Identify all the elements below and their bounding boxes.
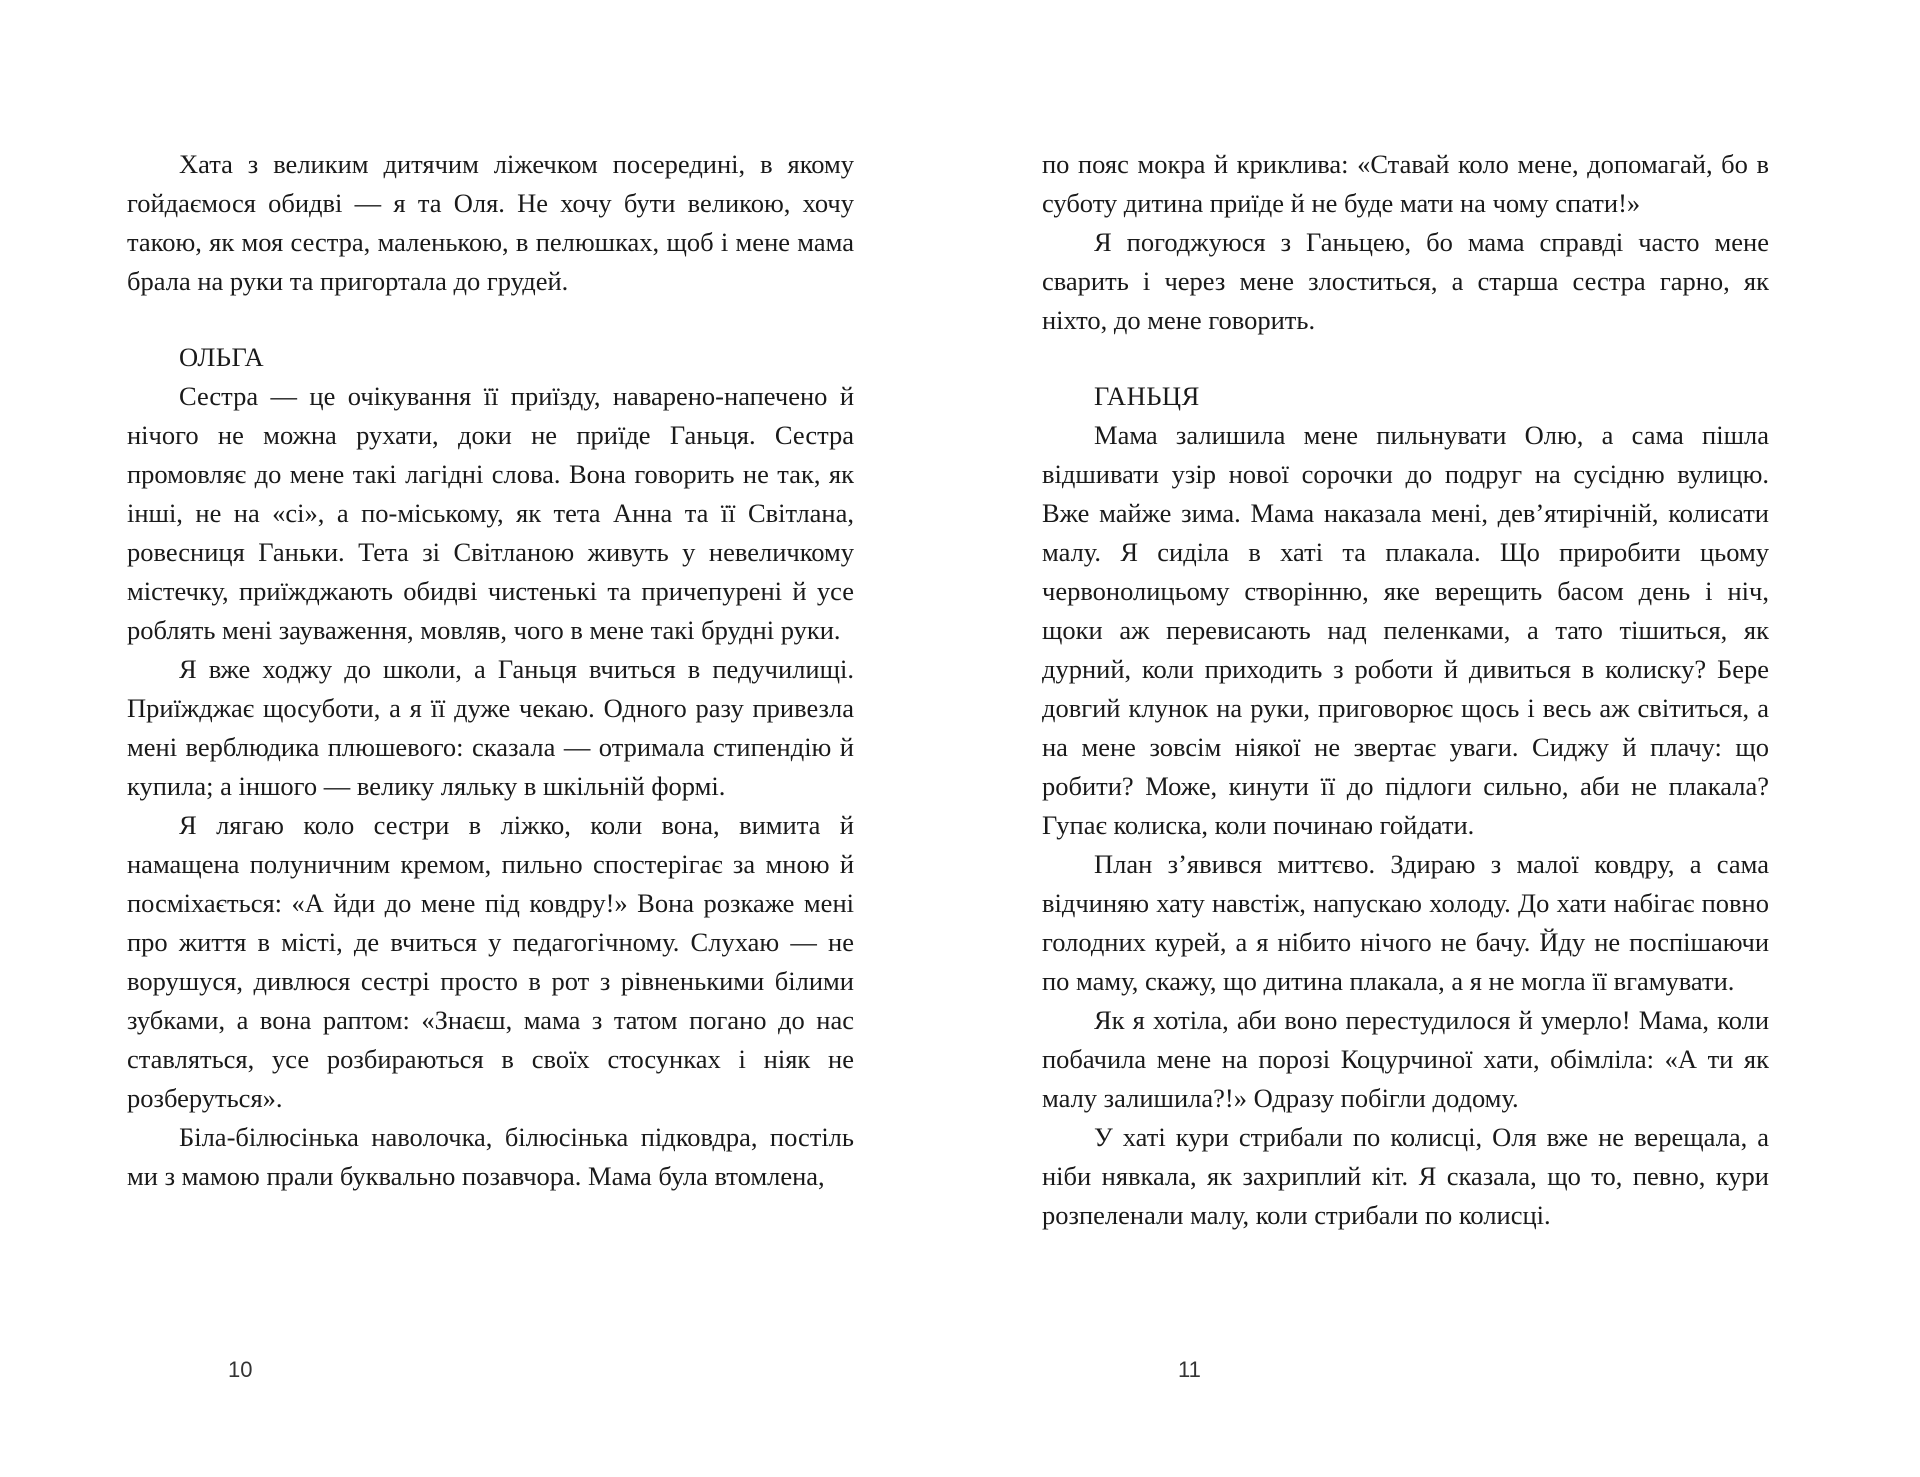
paragraph: Біла-білюсінька наволочка, білюсінька підковдра, постіль ми з мамою прали буквально позавчора. Мама була втомлена,	[127, 1122, 854, 1191]
paragraph: Я погоджуюся з Ганьцею, бо мама справді часто мене сварить і через мене злоститься, а старша сестра гарно, як ніхто, до мене говорить.	[1042, 227, 1769, 335]
page-number-left: 10	[228, 1357, 253, 1382]
page-number-right: 11	[1178, 1357, 1201, 1382]
section-heading-hantsia: ГАНЬЦЯ	[1094, 381, 1200, 411]
section-gap	[1042, 340, 1769, 377]
section-gap	[127, 301, 854, 338]
paragraph: У хаті кури стрибали по колисці, Оля вже не верещала, а ніби нявкала, як захриплий кіт. Я сказала, що то, певно, кури розпеленали малу, коли стрибали по колисці.	[1042, 1122, 1769, 1230]
right-page-text	[1042, 145, 1769, 1235]
paragraph: Як я хотіла, аби воно перестудилося й умерло! Мама, коли побачила мене на порозі Коцурчиної хати, обімліла: «А ти як малу залишила?!» Одразу побігли додому.	[1042, 1005, 1769, 1113]
paragraph: План з’явився миттєво. Здираю з малої ковдру, а сама відчиняю хату навстіж, напускаю холоду. До хати набігає повно голодних курей, а я нібито нічого не бачу. Йду не поспішаючи по маму, скажу, що дитина плакала, а я не могла її вгамувати.	[1042, 849, 1769, 996]
paragraph: Мама залишила мене пильнувати Олю, а сама пішла відшивати узір нової сорочки до подруг на сусідню вулицю. Вже майже зима. Мама наказала мені, дев’ятирічній, колисати малу. Я сиділа в хаті та плакала. Що приробити цьому червонолицьому створінню, яке верещить басом день і ніч, щоки аж перевисають над пеленками, а тато тішиться, як дурний, коли приходить з роботи й дивиться в колиску? Бере довгий клунок на руки, приговорює щось і весь аж світиться, а на мене зовсім ніякої не звертає уваги. Сиджу й плачу: що робити? Може, кинути її до підлоги сильно, аби не плакала? Гупає колиска, коли починаю гойдати.	[1042, 420, 1769, 840]
paragraph: Сестра — це очікування її приїзду, наварено-напечено й нічого не можна рухати, доки не приїде Ганьця. Сестра промовляє до мене такі лагідні слова. Вона говорить не так, як інші, не на «сі», а по-міському, як тета Анна та її Світлана, ровесниця Ганьки. Тета зі Світланою живуть у невеличкому містечку, приїжджають обидві чистенькі та причепурені й усе роблять мені зауваження, мовляв, чого в мене такі брудні руки.	[127, 381, 854, 645]
paragraph: Я вже ходжу до школи, а Ганьця вчиться в педучилищі. Приїжджає щосуботи, а я її дуже чекаю. Одного разу привезла мені верблюдика плюшевого: сказала — отримала стипендію й купила; а іншого — велику ляльку в шкільній формі.	[127, 654, 854, 801]
paragraph-continued: по пояс мокра й криклива: «Ставай коло мене, допомагай, бо в суботу дитина приїде й не буде мати на чому спати!»	[1042, 149, 1769, 218]
right-page	[960, 0, 1920, 1477]
section-heading-olga: ОЛЬГА	[179, 342, 265, 372]
paragraph: Я лягаю коло сестри в ліжко, коли вона, вимита й намащена полуничним кремом, пильно спостерігає за мною й посміхається: «А йди до мене під ковдру!» Вона розкаже мені про життя в місті, де вчиться у педагогічному. Слухаю — не ворушуся, дивлюся сестрі просто в рот з рівненькими білими зубками, а вона раптом: «Знаєш, мама з татом погано до нас ставляться, усе розбираються в своїх стосунках і ніяк не розберуться».	[127, 810, 854, 1113]
paragraph: Хата з великим дитячим ліжечком посередині, в якому гойдаємося обидві — я та Оля. Не хочу бути великою, хочу такою, як моя сестра, маленькою, в пелюшках, щоб і мене мама брала на руки та пригортала до грудей.	[127, 149, 854, 296]
left-page-text	[127, 145, 854, 1196]
